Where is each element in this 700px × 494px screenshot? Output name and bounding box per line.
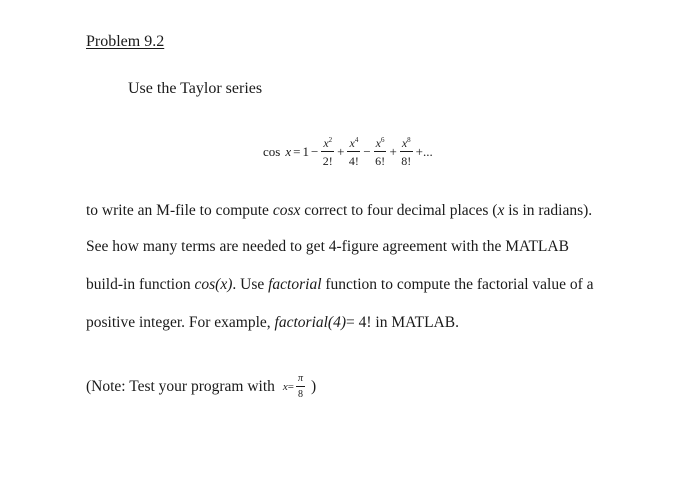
eq-term-fraction	[400, 137, 413, 167]
note-den: 8	[298, 389, 304, 400]
note-equals: =	[287, 381, 295, 393]
note-line	[86, 370, 316, 404]
eq-term-fraction	[347, 137, 360, 167]
text-span: correct to four decimal places (	[300, 202, 498, 219]
eq-term-op: +	[389, 144, 397, 159]
paragraph-line-2: See how many terms are needed to get 4-figure agreement with the MATLAB	[86, 238, 569, 255]
text-italic: factorial(4)	[274, 314, 347, 331]
eq-term-fraction	[321, 137, 334, 167]
paragraph-line-1	[86, 202, 592, 220]
eq-var: x	[285, 144, 292, 159]
intro-text: Use the Taylor series	[128, 80, 263, 97]
eq-term-exp: 8	[407, 136, 411, 144]
text-span: is in radians).	[504, 202, 593, 219]
taylor-series-equation	[262, 130, 434, 174]
eq-term-exp: 4	[354, 136, 359, 144]
text-span: to write an M-file to compute	[86, 202, 273, 219]
eq-term-fraction	[374, 137, 387, 167]
eq-term-base: x	[375, 136, 381, 150]
note-var: x	[282, 381, 288, 393]
eq-term-den: 8!	[401, 154, 412, 168]
eq-equals: =	[293, 144, 301, 159]
text-italic: cosx	[272, 202, 301, 219]
text-span: build-in function	[86, 276, 195, 293]
eq-term-base: x	[323, 136, 329, 150]
eq-cos: cos	[263, 144, 281, 159]
eq-term-den: 4!	[348, 154, 359, 168]
eq-one: 1	[302, 144, 309, 159]
text-span: . Use	[232, 276, 269, 293]
text-span: = 4! in MATLAB.	[346, 314, 459, 331]
note-text: (Note: Test your program with	[86, 378, 275, 395]
eq-term-op: −	[310, 144, 319, 159]
text-span: positive integer. For example,	[86, 314, 275, 331]
eq-term-base: x	[401, 136, 408, 150]
eq-term-op: −	[363, 144, 371, 159]
note-fraction	[296, 374, 305, 400]
eq-term-base: x	[349, 136, 355, 150]
paragraph-line-4	[86, 314, 459, 332]
problem-title: Problem 9.2	[86, 33, 165, 50]
paragraph-line-3	[86, 276, 594, 294]
text-italic: factorial	[268, 276, 322, 293]
eq-term-exp: 2	[328, 136, 333, 144]
eq-term-den: 2!	[322, 154, 333, 168]
text-italic: x	[497, 202, 505, 219]
eq-term-exp: 6	[380, 136, 385, 144]
eq-term-den: 6!	[375, 154, 386, 168]
text-span: function to compute the factorial value of a	[321, 276, 594, 293]
note-close: )	[311, 378, 317, 395]
note-num: π	[296, 374, 305, 387]
eq-tail: +...	[415, 144, 433, 159]
eq-term-op: +	[337, 144, 345, 159]
text-italic: cos(x)	[194, 276, 233, 293]
